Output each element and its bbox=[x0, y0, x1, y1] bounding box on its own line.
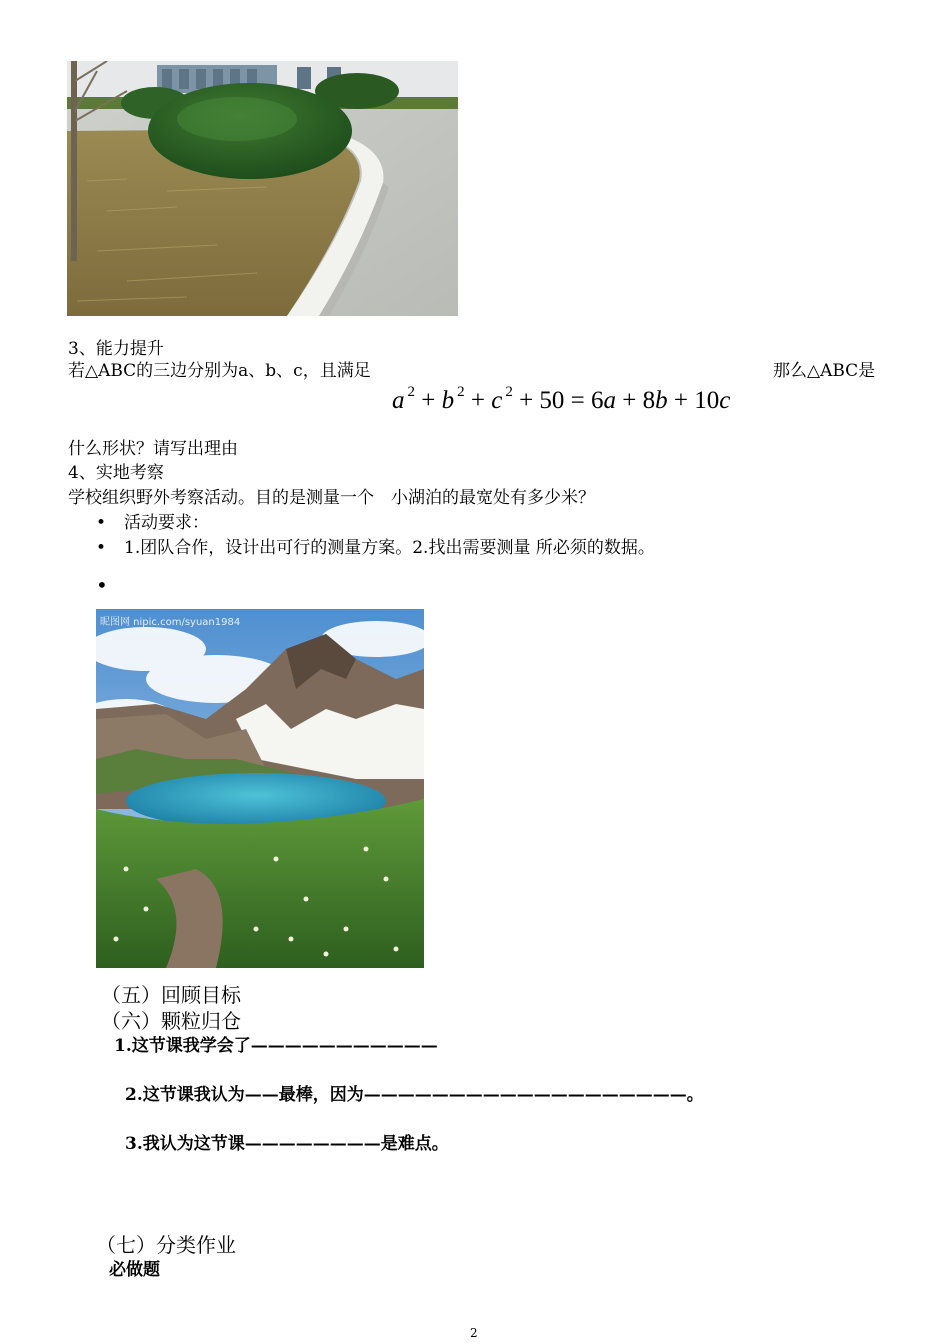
eq-exp: 2 bbox=[505, 384, 513, 400]
section3-question-end: 那么△ABC是 bbox=[773, 361, 876, 381]
eq-var-a: a bbox=[603, 387, 617, 414]
eq-exp: 2 bbox=[407, 384, 415, 400]
eq-op: + bbox=[421, 387, 436, 414]
section7-heading: （七）分类作业 bbox=[96, 1233, 236, 1257]
bullet-icon: • bbox=[96, 513, 107, 533]
page-number: 2 bbox=[470, 1326, 478, 1340]
eq-rhs: + 50 = 6 bbox=[519, 387, 604, 414]
lake-photo bbox=[96, 609, 424, 968]
watermark: 昵图网 nipic.com/syuan1984 bbox=[100, 617, 241, 628]
bullet-text: 1.团队合作，设计出可行的测量方案。2.找出需要测量 所必须的数据。 bbox=[124, 538, 655, 558]
section5-heading: （五）回顾目标 bbox=[101, 983, 241, 1007]
bullet-text: 活动要求： bbox=[124, 513, 209, 533]
reflection-item: 2.这节课我认为——最棒，因为———————————————————。 bbox=[125, 1085, 704, 1105]
section3-question-start: 若△ABC的三边分别为a、b、c，且满足 bbox=[68, 361, 371, 381]
reflection-item: 1.这节课我学会了——————————— bbox=[114, 1036, 438, 1056]
equation bbox=[392, 384, 730, 415]
eq-var-b: b bbox=[441, 387, 455, 414]
reflection-item: 3.我认为这节课————————是难点。 bbox=[125, 1134, 449, 1154]
eq-exp: 2 bbox=[457, 384, 465, 400]
bullet-item bbox=[96, 512, 209, 534]
section3-question-tail: 什么形状？请写出理由 bbox=[68, 439, 238, 459]
bullet-icon: • bbox=[96, 573, 108, 597]
section4-heading: 4、实地考察 bbox=[68, 463, 164, 483]
eq-var-c: c bbox=[719, 387, 731, 414]
garden-photo bbox=[67, 61, 458, 316]
section4-intro: 学校组织野外考察活动。目的是测量一个 小湖泊的最宽处有多少米？ bbox=[68, 488, 595, 508]
eq-var-c: c bbox=[491, 387, 503, 414]
section3-heading: 3、能力提升 bbox=[68, 339, 164, 359]
bullet-item bbox=[96, 537, 655, 559]
eq-var-b: b bbox=[655, 387, 668, 414]
eq-op: + bbox=[470, 387, 485, 414]
bullet-icon: • bbox=[96, 538, 107, 558]
eq-op: + 10 bbox=[673, 387, 720, 414]
eq-var-a: a bbox=[392, 387, 405, 414]
section7-subheading: 必做题 bbox=[109, 1260, 160, 1280]
eq-op: + 8 bbox=[622, 387, 656, 414]
section6-heading: （六）颗粒归仓 bbox=[101, 1009, 241, 1033]
